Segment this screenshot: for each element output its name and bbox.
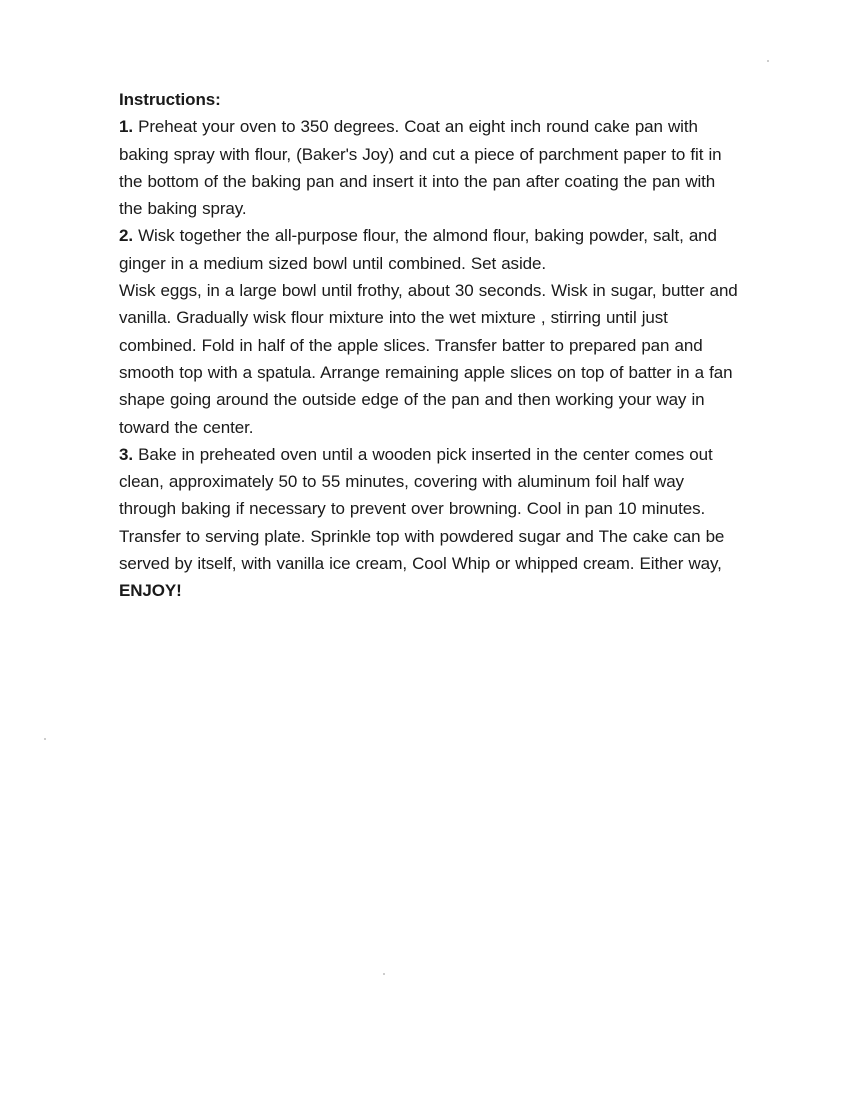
step-text: Wisk together the all-purpose flour, the almond flour, baking powder, salt, and ginger in a medium sized bowl until combined. Set aside.: [119, 226, 717, 273]
step-text: Preheat your oven to 350 degrees. Coat an eight inch round cake pan with baking spray with flour, (Baker's Joy) and cut a piece of parchment paper to fit in the bottom of the baking pan and insert it into the pan after coating the pan with the baking spray.: [119, 117, 722, 219]
enjoy-closing: ENJOY!: [119, 581, 182, 601]
step-2-continuation: Wisk eggs, in a large bowl until frothy, about 30 seconds. Wisk in sugar, butter and vanilla. Gradually wisk flour mixture into the wet mixture , stirring until just combined. Fold in half of the apple slices. Transfer batter to prepared pan and smooth top with a spatula. Arrange remaining apple slices on top of batter in a fan shape going around the outside edge of the pan and then working your way in toward the center.: [119, 281, 738, 437]
instructions-block: [119, 86, 739, 605]
step-text: Bake in preheated oven until a wooden pick inserted in the center comes out clean, approximately 50 to 55 minutes, covering with aluminum foil half way through baking if necessary to prevent over browning. Cool in pan 10 minutes. Transfer to serving plate. Sprinkle top with powdered sugar and The cake can be served by itself, with vanilla ice cream, Cool Whip or whipped cream. Either way,: [119, 444, 725, 574]
step-3: [119, 441, 739, 605]
step-number: 1.: [119, 117, 133, 137]
step-2: [119, 222, 739, 277]
step-number: 3.: [119, 444, 133, 464]
instructions-heading: Instructions:: [119, 90, 221, 109]
scan-speck: [767, 60, 769, 62]
scan-speck: [383, 973, 385, 975]
scan-speck: [44, 738, 46, 740]
step-number: 2.: [119, 226, 133, 246]
step-1: [119, 113, 739, 222]
